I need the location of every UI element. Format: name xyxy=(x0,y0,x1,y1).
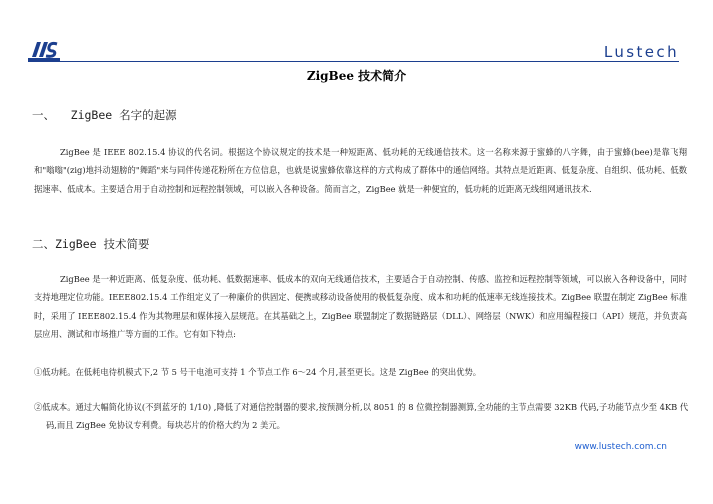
lustech-logo-icon xyxy=(28,40,60,62)
feature-item-low-cost: ②低成本。通过大幅简化协议(不到蓝牙的 1/10) ,降低了对通信控制器的要求,按预测分析,以 8051 的 8 位微控制器测算,全功能的主节点需要 32KB 代码,子功能节点少至 4KB 代码,而且 ZigBee 免协议专利费。每块芯片的价格大约为 2 美元。 xyxy=(34,402,689,431)
section-1-number: 一、 xyxy=(32,108,55,122)
header-divider xyxy=(28,61,679,62)
section-1-heading xyxy=(32,107,177,123)
section-1-title: ZigBee 名字的起源 xyxy=(70,108,177,122)
feature-item-low-power: ①低功耗。在低耗电待机模式下,2 节 5 号干电池可支持 1 个节点工作 6～24 个月,甚至更长。这是 ZigBee 的突出优势。 xyxy=(34,367,482,377)
section-2-number: 二、 xyxy=(32,237,55,251)
website-link[interactable]: www.lustech.com.cn xyxy=(574,442,667,452)
section-2-heading xyxy=(32,236,149,252)
brand-name: Lustech xyxy=(603,43,679,61)
section-2-title: ZigBee 技术简要 xyxy=(55,237,150,251)
section-2-paragraph: ZigBee 是一种近距离、低复杂度、低功耗、低数据速率、低成本的双向无线通信技术，主要适合于自动控制、传感、监控和远程控制等领域，可以嵌入各种设备中，同时支持地理定位功能。IEEE802.15.4 工作组定义了一种廉价的供固定、便携或移动设备使用的极低复杂度、成本和功耗的低速率无线连接技术。ZigBee 联盟在制定 ZigBee 标准时，采用了 IEEE802.15.4 作为其物理层和媒体接入层规范。在其基础之上，ZigBee 联盟制定了数据链路层（DLL）、网络层（NWK）和应用编程接口（API）规范，并负责高层应用、测试和市场推广等方面的工作。它有如下特点: xyxy=(34,274,687,339)
section-1-paragraph: ZigBee 是 IEEE 802.15.4 协议的代名词。根据这个协议规定的技术是一种短距离、低功耗的无线通信技术。这一名称来源于蜜蜂的八字舞，由于蜜蜂(bee)是靠飞翔和"嗡嗡"(zig)地抖动翅膀的"舞蹈"来与同伴传递花粉所在方位信息，也就是说蜜蜂依靠这样的方式构成了群体中的通信网络。其特点是近距离、低复杂度、自组织、低功耗、低数据速率、低成本。主要适合用于自动控制和远程控制领域，可以嵌入各种设备。简而言之，ZigBee 就是一种便宜的，低功耗的近距离无线组网通讯技术. xyxy=(34,147,687,194)
document-title: ZigBee 技术简介 xyxy=(306,69,407,83)
